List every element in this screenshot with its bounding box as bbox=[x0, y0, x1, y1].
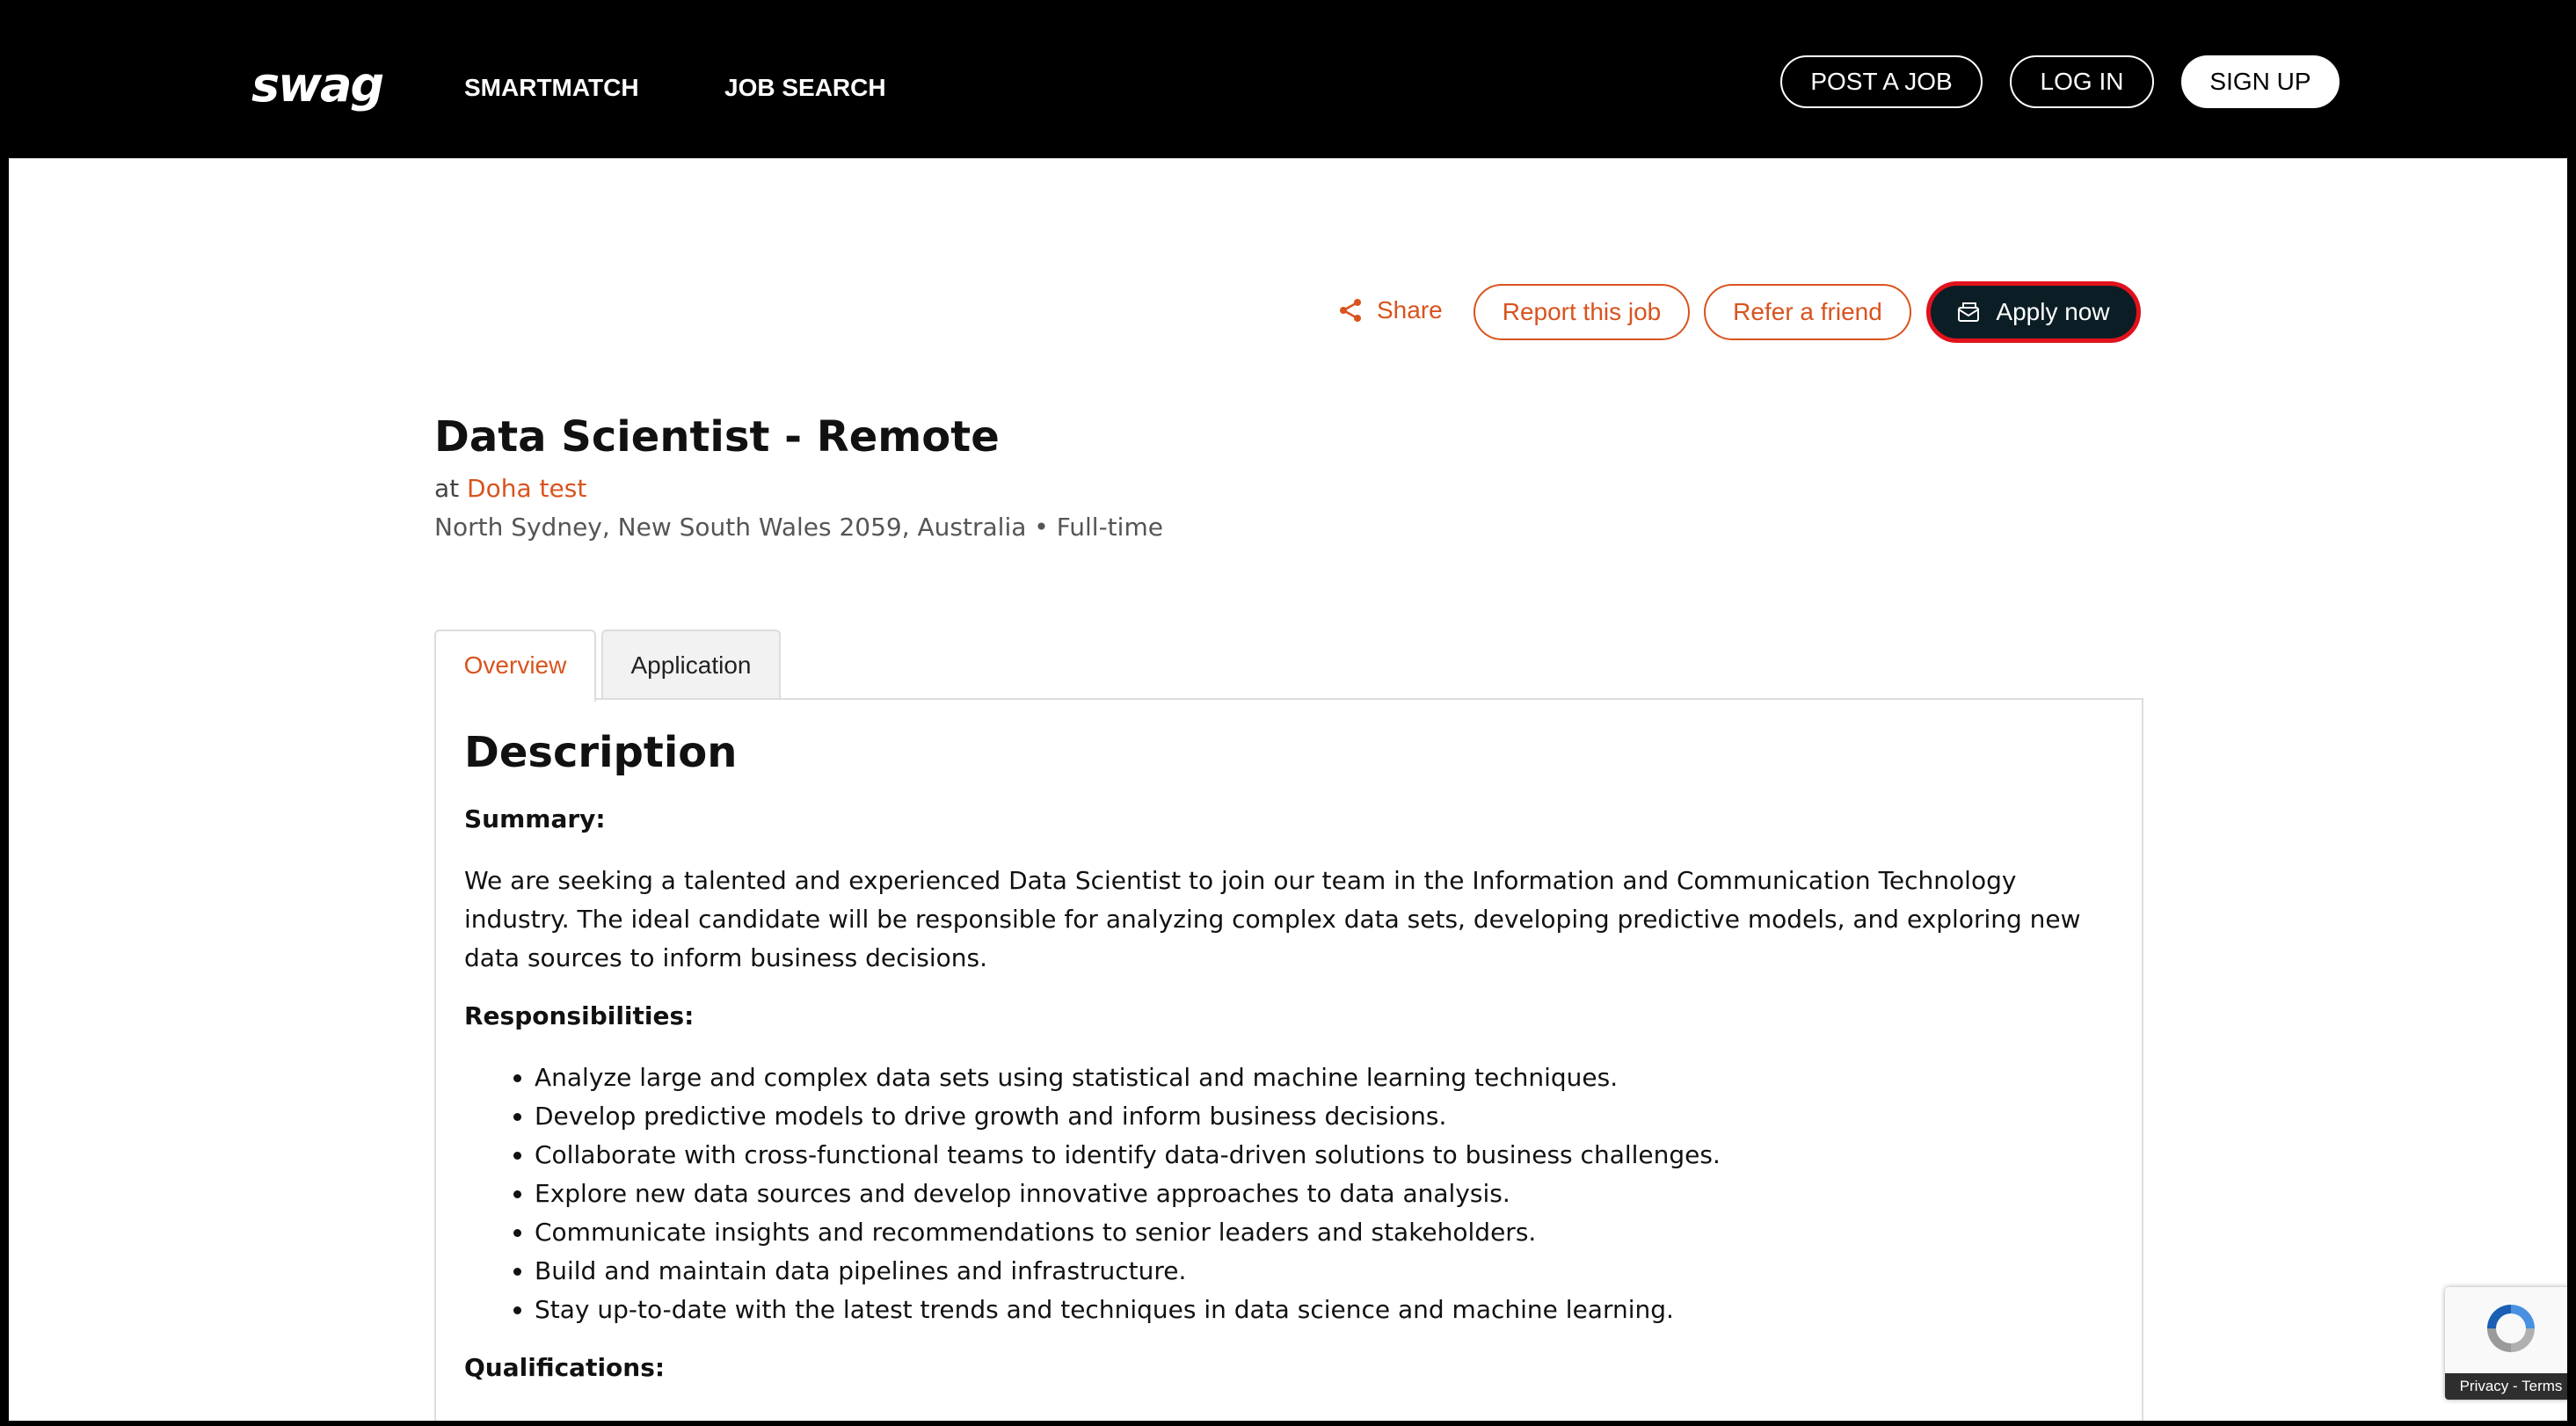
tab-application[interactable]: Application bbox=[601, 629, 781, 700]
envelope-icon bbox=[1957, 301, 1982, 324]
sign-up-button[interactable]: SIGN UP bbox=[2181, 55, 2340, 108]
company-line bbox=[434, 471, 586, 506]
list-item: • Build and maintain data pipelines and infrastructure. bbox=[535, 1252, 2114, 1291]
share-button[interactable] bbox=[1336, 288, 1443, 332]
responsibilities-label: Responsibilities: bbox=[464, 1001, 695, 1030]
share-label: Share bbox=[1377, 296, 1443, 324]
log-in-button[interactable]: LOG IN bbox=[2010, 55, 2154, 108]
apply-now-label: Apply now bbox=[1996, 298, 2110, 325]
list-item: • Explore new data sources and develop innovative approaches to data analysis. bbox=[535, 1175, 2114, 1213]
description-content bbox=[464, 700, 2114, 1387]
nav-smartmatch[interactable]: SMARTMATCH bbox=[464, 74, 639, 101]
list-item: • Analyze large and complex data sets using statistical and machine learning techniques. bbox=[535, 1059, 2114, 1097]
tab-overview[interactable]: Overview bbox=[434, 629, 596, 702]
page bbox=[9, 9, 2567, 1421]
summary-label: Summary: bbox=[464, 804, 606, 833]
share-icon bbox=[1336, 296, 1364, 324]
post-job-button[interactable]: POST A JOB bbox=[1780, 55, 1983, 108]
privacy-link[interactable]: Privacy bbox=[2459, 1378, 2509, 1394]
recaptcha-links bbox=[2445, 1373, 2567, 1400]
company-prefix: at bbox=[434, 474, 460, 503]
report-job-button[interactable]: Report this job bbox=[1474, 284, 1690, 340]
list-item: • Develop predictive models to drive growth and inform business decisions. bbox=[535, 1097, 2114, 1136]
recaptcha-separator: - bbox=[2508, 1378, 2522, 1394]
responsibilities-list bbox=[464, 1059, 2114, 1329]
qualifications-label: Qualifications: bbox=[464, 1353, 666, 1382]
overview-panel bbox=[434, 698, 2143, 1421]
recaptcha-badge[interactable] bbox=[2445, 1287, 2567, 1400]
job-title: Data Scientist - Remote bbox=[434, 412, 1000, 462]
job-location: North Sydney, New South Wales 2059, Australia • Full-time bbox=[434, 513, 1163, 542]
list-item: • Communicate insights and recommendations to senior leaders and stakeholders. bbox=[535, 1213, 2114, 1252]
terms-link[interactable]: Terms bbox=[2521, 1378, 2563, 1394]
swag-logo[interactable]: swag bbox=[251, 57, 383, 113]
list-item: • Stay up-to-date with the latest trends and techniques in data science and machine learning. bbox=[535, 1291, 2114, 1329]
company-link[interactable]: Doha test bbox=[467, 474, 587, 503]
nav-job-search[interactable]: JOB SEARCH bbox=[724, 74, 886, 101]
list-item: • Collaborate with cross-functional teams to identify data-driven solutions to business challenges. bbox=[535, 1136, 2114, 1175]
description-heading: Description bbox=[464, 728, 738, 777]
refer-friend-button[interactable]: Refer a friend bbox=[1704, 284, 1911, 340]
site-header bbox=[9, 9, 2567, 158]
summary-text: We are seeking a talented and experienced Data Scientist to join our team in the Information and Communication Technology industry. The ideal candidate will be responsible for analyzing complex data sets, developing predictive models, and exploring new data sources to inform business decisions. bbox=[464, 866, 2081, 972]
recaptcha-icon bbox=[2482, 1299, 2540, 1357]
apply-now-button[interactable] bbox=[1926, 281, 2141, 343]
